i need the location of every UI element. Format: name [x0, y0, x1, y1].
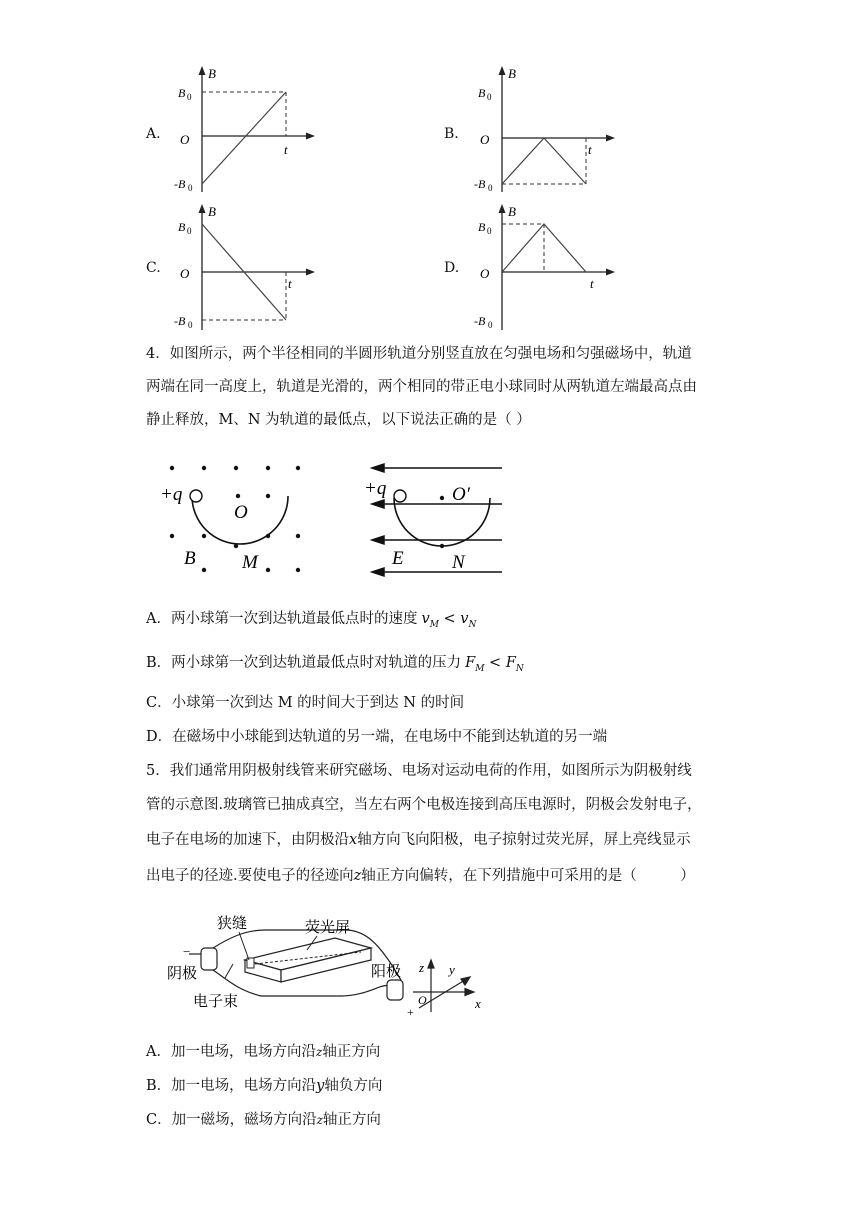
q4-option-b — [146, 653, 524, 679]
q5-option-c-tail: 轴正方向 — [322, 1112, 381, 1128]
q5-line-4-b: 轴正方向偏转，在下列措施中可采用的是（ ） — [361, 868, 695, 884]
q4-option-a-v2: v — [460, 611, 469, 627]
q5-line-1: 5．我们通常用阴极射线管来研究磁场、电场对运动电荷的作用，如图所示为阴极射线 — [146, 763, 692, 779]
q4-line-3: 静止释放，M、N 为轨道的最低点，以下说法正确的是（ ） — [146, 412, 531, 428]
q5-option-a-tail: 轴正方向 — [322, 1044, 381, 1060]
center-label-left: O — [234, 502, 248, 523]
q4-option-a-sub-n: N — [468, 619, 477, 630]
q4-option-b-sub-n: N — [515, 663, 524, 674]
charge-label-left: +q — [160, 484, 183, 505]
cathode-electrode — [201, 948, 217, 970]
graph-d — [470, 200, 620, 335]
q4-option-d: D．在磁场中小球能到达轨道的另一端，在电场中不能到达轨道的另一端 — [146, 729, 608, 745]
graph-d-label: D. — [444, 260, 460, 276]
q4-option-a — [146, 609, 476, 635]
graph-b-axis-t: t — [588, 142, 592, 157]
graph-b-origin: O — [480, 132, 490, 147]
label-minus: − — [183, 944, 191, 959]
q5-line-4-a: 出电子的径迹.要使电子的径迹向 — [146, 868, 354, 884]
graph-c-b0-sub: 0 — [187, 226, 192, 236]
semicircle-track-right — [394, 498, 490, 546]
q4-option-c: C．小球第一次到达 M 的时间大于到达 N 的时间 — [146, 695, 465, 711]
q5-option-b-var: y — [316, 1078, 325, 1094]
label-cathode: 阴极 — [167, 966, 198, 982]
graph-c-neg: -B — [174, 314, 186, 328]
q4-line-2: 两端在同一高度上，轨道是光滑的，两个相同的带正电小球同时从两轨道左端最高点由 — [146, 379, 697, 395]
graph-b-neg-sub: 0 — [488, 183, 493, 193]
graph-d-axis-t: t — [590, 276, 594, 291]
graph-a-axis-b: B — [208, 66, 216, 81]
bottom-label-m: M — [242, 552, 258, 573]
graph-c-axis-b: B — [208, 204, 216, 219]
center-label-right: O′ — [452, 484, 470, 505]
label-axis-y: y — [449, 962, 455, 977]
graph-d-axis-b: B — [508, 204, 516, 219]
field-label-e: E — [392, 548, 404, 569]
q5-option-b — [146, 1076, 382, 1096]
q5-line-2: 管的示意图.玻璃管已抽成真空，当左右两个电极连接到高压电源时，阴极会发射电子， — [146, 797, 702, 813]
graph-a-b0: B — [178, 86, 186, 100]
graph-c-b0: B — [178, 220, 186, 234]
graph-b — [470, 62, 620, 197]
q5-line-3 — [146, 830, 691, 850]
label-origin: O — [418, 993, 427, 1007]
q4-option-b-f: F — [465, 655, 476, 671]
graph-b-b0: B — [478, 86, 486, 100]
q4-line-1: 4．如图所示，两个半径相同的半圆形轨道分别竖直放在匀强电场和匀强磁场中，轨道 — [146, 346, 692, 362]
graph-c-axis-t: t — [288, 276, 292, 291]
q5-line-4-z: z — [353, 868, 362, 884]
q5-option-b-tail: 轴负方向 — [324, 1078, 383, 1094]
graph-b-neg: -B — [474, 177, 486, 191]
graph-a-neg-sub: 0 — [188, 183, 193, 193]
q5-option-c-var: z — [316, 1113, 323, 1127]
q5-option-a-var: z — [315, 1045, 323, 1059]
graph-d-origin: O — [480, 266, 490, 281]
q4-option-b-sub-m: M — [475, 663, 485, 674]
charge-label-right: +q — [364, 478, 387, 499]
graph-a-b0-sub: 0 — [187, 92, 192, 102]
q5-option-b-text: B．加一电场，电场方向沿 — [146, 1078, 317, 1094]
q5-line-3-x: x — [349, 832, 358, 848]
graph-d-b0: B — [478, 220, 486, 234]
graph-c-origin: O — [180, 266, 190, 281]
label-screen: 荧光屏 — [305, 920, 351, 936]
graph-a-axis-t: t — [284, 142, 288, 157]
q5-line-3-b: 轴方向飞向阳极，电子掠射过荧光屏，屏上亮线显示 — [357, 832, 691, 848]
graph-a-label: A. — [146, 126, 161, 142]
label-slit: 狭缝 — [217, 916, 248, 932]
graph-a-origin: O — [180, 132, 190, 147]
graph-b-line — [502, 138, 586, 184]
charged-ball-right — [394, 490, 406, 502]
q4-option-a-v: v — [421, 611, 430, 627]
label-beam: 电子束 — [193, 994, 239, 1010]
q5-line-3-a: 电子在电场的加速下，由阴极沿 — [146, 832, 349, 848]
graph-a-line — [202, 92, 286, 184]
q4-option-b-rel: < — [484, 655, 506, 671]
graph-d-b0-sub: 0 — [487, 226, 492, 236]
graph-d-neg-sub: 0 — [488, 320, 493, 330]
label-axis-z: z — [419, 960, 425, 975]
graph-c-label: C. — [146, 260, 161, 276]
graph-b-b0-sub: 0 — [487, 92, 492, 102]
q4-option-a-text: A．两小球第一次到达轨道最低点时的速度 — [146, 611, 418, 627]
charged-ball-left — [190, 490, 202, 502]
label-anode: 阳极 — [371, 964, 402, 980]
graph-c — [170, 200, 320, 335]
label-axis-x: x — [475, 996, 481, 1011]
q5-option-a — [146, 1042, 380, 1062]
graph-b-axis-b: B — [508, 66, 516, 81]
bottom-label-n: N — [452, 552, 465, 573]
q4-figure-electric — [362, 460, 507, 580]
q4-option-b-f2: F — [505, 655, 516, 671]
q4-option-b-text: B．两小球第一次到达轨道最低点时对轨道的压力 — [146, 655, 462, 671]
graph-a — [170, 62, 320, 197]
q5-figure-crt — [165, 908, 490, 1018]
q5-option-c — [146, 1110, 381, 1130]
field-label-b: B — [184, 548, 196, 569]
label-plus: + — [407, 1005, 414, 1018]
q5-line-4 — [146, 866, 695, 886]
q5-option-a-text: A．加一电场，电场方向沿 — [146, 1044, 316, 1060]
q4-figure-magnetic — [150, 460, 310, 580]
q4-option-a-sub-m: M — [429, 619, 439, 630]
q4-option-a-rel: < — [438, 611, 461, 627]
graph-a-neg: -B — [174, 177, 186, 191]
graph-b-label: B. — [444, 126, 459, 142]
q5-option-c-text: C．加一磁场，磁场方向沿 — [146, 1112, 317, 1128]
graph-d-neg: -B — [474, 314, 486, 328]
graph-c-neg-sub: 0 — [188, 320, 193, 330]
anode-electrode — [387, 980, 403, 1000]
